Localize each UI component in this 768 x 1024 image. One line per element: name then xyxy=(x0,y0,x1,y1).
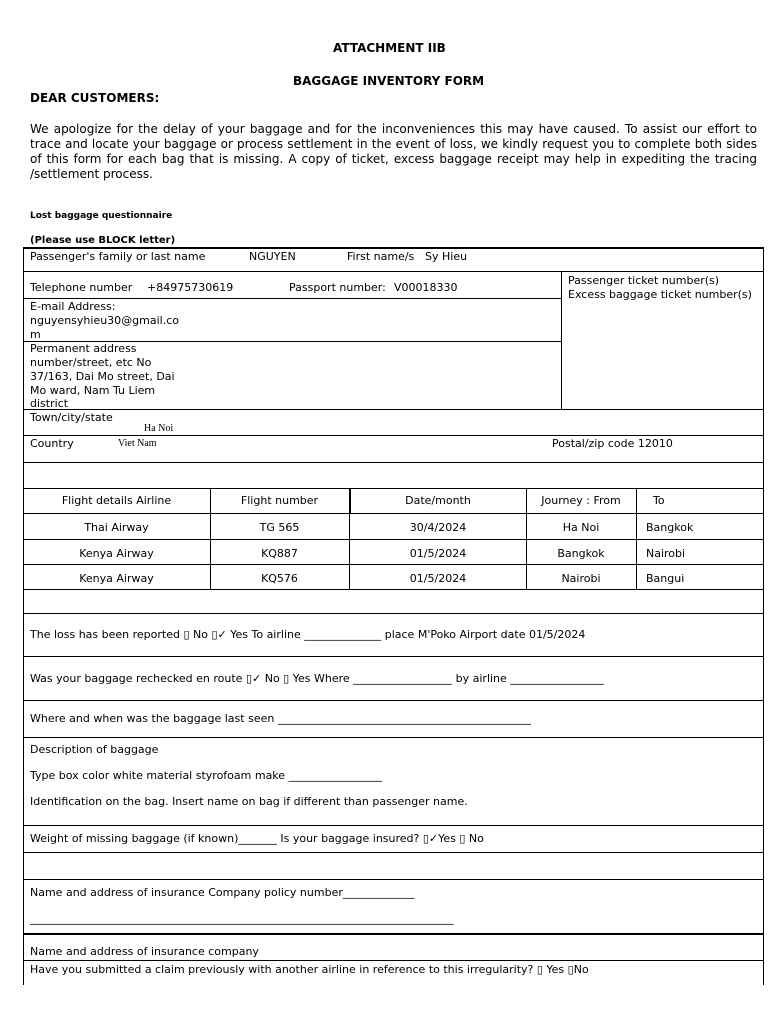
weight-insured-question[interactable]: Weight of missing baggage (if known)_______ Is your baggage insured? ▯✓Yes ▯ No xyxy=(30,832,484,845)
flight-to[interactable]: Nairobi xyxy=(646,547,686,560)
email-value-line1[interactable]: nguyensyhieu30@gmail.co xyxy=(30,314,180,327)
first-name-value[interactable]: Sy Hieu xyxy=(425,250,468,263)
rule xyxy=(23,879,764,880)
rule xyxy=(23,409,764,410)
town-label: Town/city/state xyxy=(30,411,113,424)
passport-value[interactable]: V00018330 xyxy=(394,281,458,294)
flight-date[interactable]: 01/5/2024 xyxy=(409,547,467,560)
rule xyxy=(23,656,764,657)
family-name-label: Passenger's family or last name xyxy=(30,250,206,263)
loss-reported-question[interactable]: The loss has been reported ▯ No ▯✓ Yes To airline ______________ place M'Poko Airport date 01/5/2024 xyxy=(30,628,586,641)
description-heading: Description of baggage xyxy=(30,743,159,756)
rule xyxy=(23,933,764,935)
address-line-4: Mo ward, Nam Tu Liem xyxy=(30,384,156,397)
rule xyxy=(23,435,764,436)
country-label: Country xyxy=(30,437,74,450)
flight-number[interactable]: TG 565 xyxy=(259,521,300,534)
flight-number[interactable]: KQ576 xyxy=(261,572,298,585)
excess-ticket-label: Excess baggage ticket number(s) xyxy=(568,288,752,301)
address-line-1: Permanent address xyxy=(30,342,137,355)
country-value[interactable]: Viet Nam xyxy=(118,438,157,449)
previous-claim-question[interactable]: Have you submitted a claim previously with another airline in reference to this irregularity? ▯ Yes ▯No xyxy=(30,963,589,976)
form-border-top xyxy=(23,247,764,249)
form-border-right xyxy=(763,247,764,985)
postal-label xyxy=(552,437,673,450)
baggage-type-line[interactable]: Type box color white material styrofoam make _________________ xyxy=(30,769,383,782)
flight-from[interactable]: Ha Noi xyxy=(562,521,600,534)
flight-from[interactable]: Nairobi xyxy=(561,572,601,585)
flight-from[interactable]: Bangkok xyxy=(557,547,605,560)
rule xyxy=(23,462,764,463)
insurance-company-label-2: Name and address of insurance company xyxy=(30,945,259,958)
flight-header-to: To xyxy=(653,494,665,507)
insurance-company-line[interactable]: Name and address of insurance Company policy number_____________ xyxy=(30,886,415,899)
flight-header-number: Flight number xyxy=(240,494,319,507)
form-title: BAGGAGE INVENTORY FORM xyxy=(293,74,485,88)
town-value[interactable]: Ha Noi xyxy=(144,423,174,434)
ticket-column-divider xyxy=(561,271,562,409)
address-line-3[interactable]: 37/163, Dai Mo street, Dai xyxy=(30,370,175,383)
rule xyxy=(23,298,561,299)
flight-to[interactable]: Bangkok xyxy=(646,521,694,534)
rechecked-question[interactable]: Was your baggage rechecked en route ▯✓ No ▯ Yes Where __________________ by airline _________________ xyxy=(30,672,604,685)
rule xyxy=(23,271,764,272)
flight-number[interactable]: KQ887 xyxy=(261,547,298,560)
rule xyxy=(23,613,764,614)
first-name-label: First name/s xyxy=(347,250,415,263)
greeting: DEAR CUSTOMERS: xyxy=(30,91,160,105)
insurance-blank-line[interactable]: _____________________________________________________________________________ xyxy=(30,912,454,925)
family-name-value[interactable]: NGUYEN xyxy=(249,250,296,263)
rule xyxy=(23,564,764,565)
flight-header-from: Journey : From xyxy=(541,494,621,507)
flight-header-airline: Flight details Airline xyxy=(61,494,172,507)
postal-value[interactable]: 12010 xyxy=(637,437,673,450)
rule xyxy=(23,737,764,738)
rule xyxy=(23,960,764,961)
rule xyxy=(23,700,764,701)
rule xyxy=(23,825,764,826)
passport-label: Passport number: xyxy=(289,281,386,294)
flight-airline[interactable]: Kenya Airway xyxy=(79,547,154,560)
attachment-title: ATTACHMENT IIB xyxy=(333,41,446,55)
email-label: E-mail Address: xyxy=(30,300,116,313)
rule xyxy=(23,852,764,853)
flight-date[interactable]: 30/4/2024 xyxy=(409,521,467,534)
flight-airline[interactable]: Kenya Airway xyxy=(79,572,154,585)
rule xyxy=(23,488,764,489)
form-border-left xyxy=(23,247,24,985)
flight-to[interactable]: Bangui xyxy=(646,572,685,585)
rule xyxy=(23,589,764,590)
rule xyxy=(23,513,764,514)
questionnaire-label: Lost baggage questionnaire xyxy=(30,211,173,221)
identification-line: Identification on the bag. Insert name on bag if different than passenger name. xyxy=(30,795,468,808)
telephone-label: Telephone number xyxy=(30,281,133,294)
rule xyxy=(23,539,764,540)
postal-label-text: Postal/zip code xyxy=(552,437,635,450)
flight-date[interactable]: 01/5/2024 xyxy=(409,572,467,585)
intro-paragraph: We apologize for the delay of your baggage and for the inconveniences this may have caused. To assist our effort to trace and locate your baggage or process settlement in the event of loss, we kindly request you to complete both sides of this form for each bag that is missing. A copy of ticket, excess baggage receipt may help in expediting the tracing /settlement process. xyxy=(30,122,757,181)
flight-header-date: Date/month xyxy=(405,494,471,507)
telephone-value[interactable]: +84975730619 xyxy=(147,281,234,294)
ticket-number-label: Passenger ticket number(s) xyxy=(568,274,720,287)
email-value-line2: m xyxy=(30,328,41,341)
flight-col-divider xyxy=(636,488,637,589)
address-line-5: district xyxy=(30,397,69,410)
block-letter-note: (Please use BLOCK letter) xyxy=(30,235,176,246)
flight-airline[interactable]: Thai Airway xyxy=(84,521,149,534)
last-seen-question[interactable]: Where and when was the baggage last seen ______________________________________________ xyxy=(30,712,531,725)
address-line-2: number/street, etc No xyxy=(30,356,152,369)
